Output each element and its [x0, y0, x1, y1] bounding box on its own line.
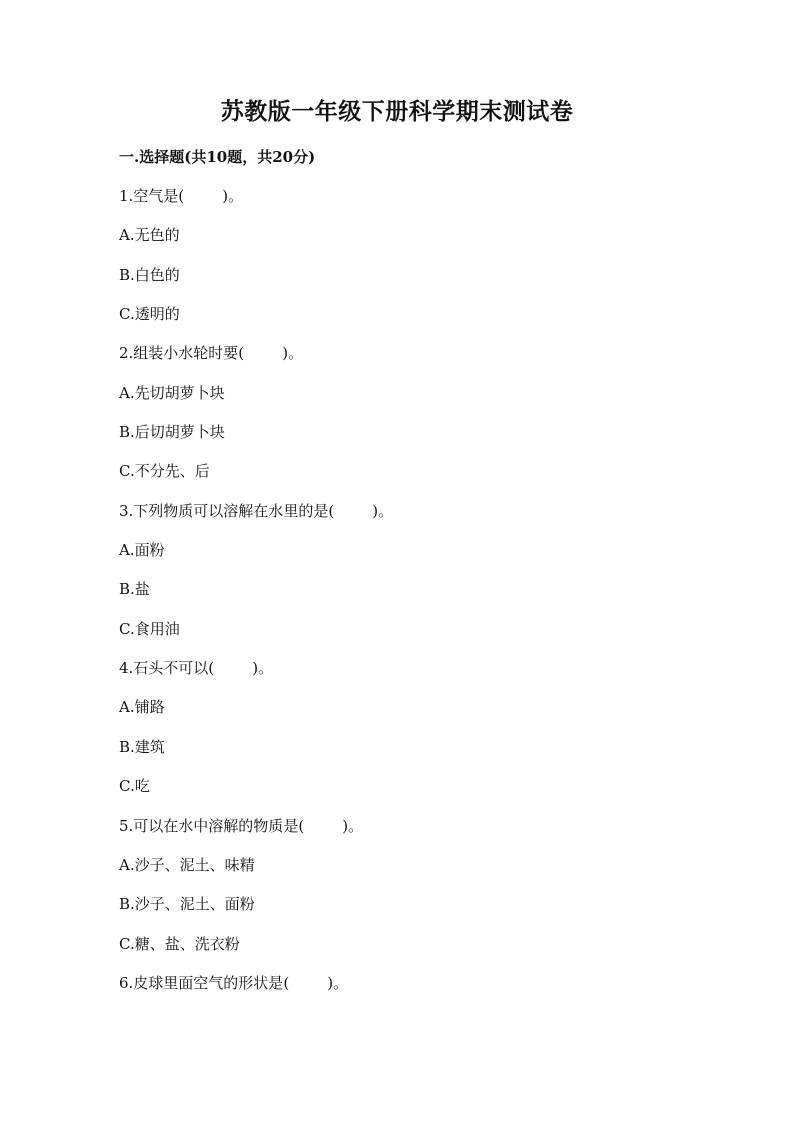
question-4: 4.石头不可以( )。 [119, 659, 274, 678]
question-4-option-c: C.吃 [119, 777, 150, 796]
question-3-option-b: B.盐 [119, 580, 150, 599]
question-list [119, 185, 719, 1011]
question-3-option-a: A.面粉 [119, 541, 165, 560]
question-4-option-a: A.铺路 [119, 698, 165, 717]
section-heading: 一.选择题(共10题，共20分) [119, 148, 316, 166]
question-4-option-b: B.建筑 [119, 737, 165, 756]
question-1: 1.空气是( )。 [119, 187, 244, 205]
question-3: 3.下列物质可以溶解在水里的是( )。 [119, 501, 394, 520]
question-1-option-a: A.无色的 [119, 226, 180, 245]
question-2-option-a: A.先切胡萝卜块 [119, 383, 225, 402]
question-2-option-c: C.不分先、后 [119, 462, 210, 481]
question-2-option-b: B.后切胡萝卜块 [119, 423, 225, 442]
question-3-option-c: C.食用油 [119, 619, 180, 638]
question-1-option-b: B.白色的 [119, 265, 180, 284]
question-2: 2.组装小水轮时要( )。 [119, 344, 304, 363]
question-5: 5.可以在水中溶解的物质是( )。 [119, 816, 364, 835]
question-5-option-b: B.沙子、泥土、面粉 [119, 895, 255, 914]
question-1-option-c: C.透明的 [119, 305, 180, 324]
question-5-option-c: C.糖、盐、洗衣粉 [119, 934, 240, 953]
page-title: 苏教版一年级下册科学期末测试卷 [220, 98, 574, 125]
question-6: 6.皮球里面空气的形状是( )。 [119, 973, 349, 992]
question-5-option-a: A.沙子、泥土、味精 [119, 855, 255, 874]
